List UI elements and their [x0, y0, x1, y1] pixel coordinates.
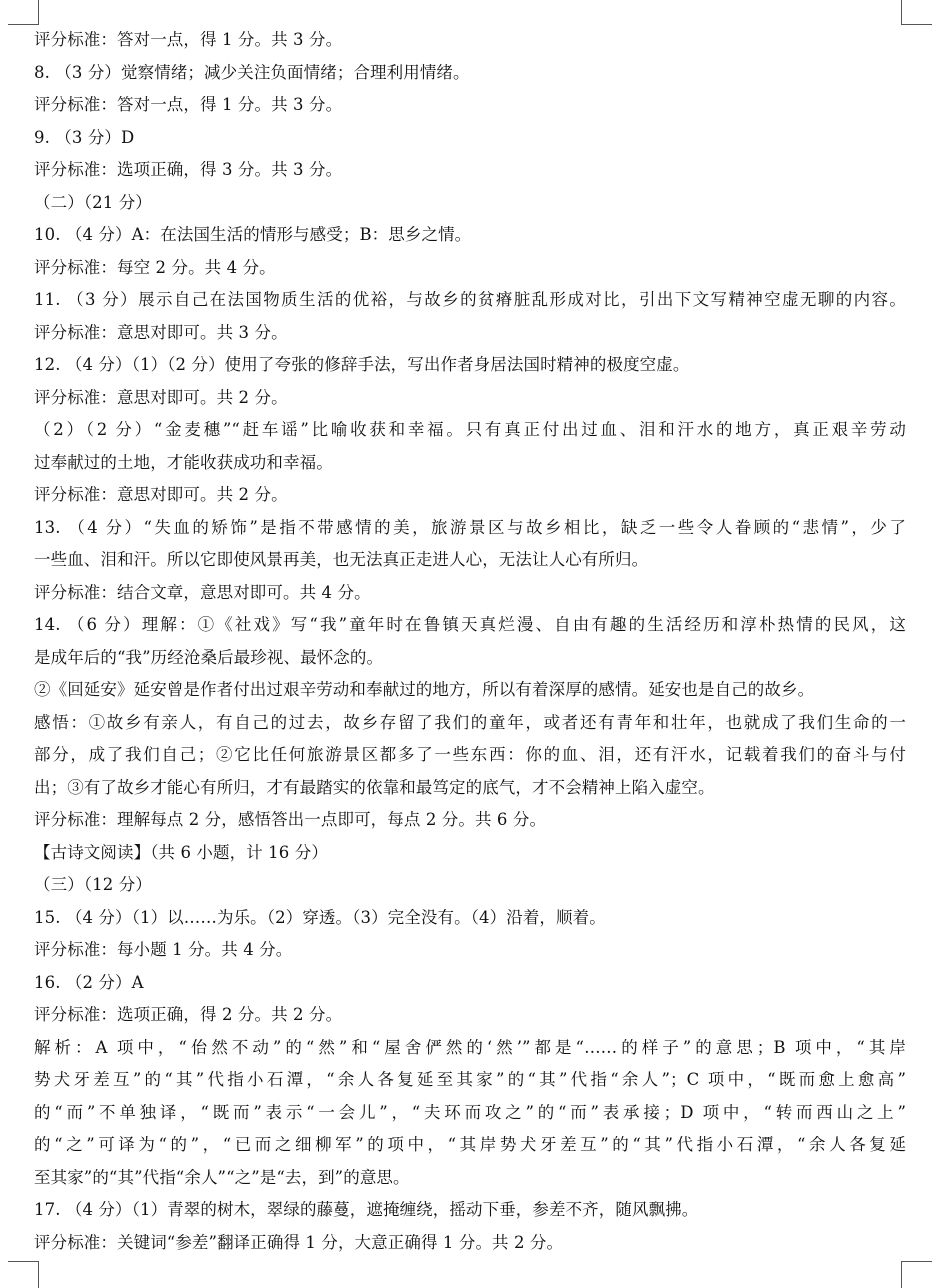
analysis-line: 的“而”不单独译，“既而”表示“一会儿”，“夫环而攻之”的“而”表承接；D 项中，“转而西山之上”: [34, 1102, 906, 1122]
answer-item-8: 8. （3 分）觉察情绪；减少关注负面情绪；合理利用情绪。: [34, 62, 470, 82]
crop-mark-top-left: [8, 0, 39, 25]
scoring-criteria-line: 评分标准：选项正确，得 2 分。共 2 分。: [34, 1005, 343, 1024]
answer-item-16: 16. （2 分）A: [34, 972, 144, 992]
answer-item-15: 15. （4 分）（1）以……为乐。（2）穿透。（3）完全没有。（4）沿着，顺着。: [34, 907, 606, 927]
scoring-criteria-line: 评分标准：答对一点，得 1 分。共 3 分。: [34, 30, 343, 49]
answer-item-13: 13. （4 分）“失血的矫饰”是指不带感情的美，旅游景区与故乡相比，缺乏一些令人眷顾的“悲情”，少了: [34, 517, 906, 537]
analysis-line: 势犬牙差互”的“其”代指小石潭，“余人各复延至其家”的“其”代指“余人”；C 项中，“既而愈上愈高”: [34, 1070, 906, 1089]
document-body: [34, 24, 906, 1259]
analysis-line: 至其家”的“其”代指“余人”“之”是“去，到”的意思。: [34, 1167, 410, 1187]
answer-item-13-cont: 一些血、泪和汗。所以它即使风景再美，也无法真正走进人心，无法让人心有所归。: [34, 550, 649, 569]
scoring-criteria-line: 评分标准：选项正确，得 3 分。共 3 分。: [34, 160, 343, 179]
answer-item-11: 11. （3 分）展示自己在法国物质生活的优裕，与故乡的贫瘠脏乱形成对比，引出下文写精神空虚无聊的内容。: [34, 290, 906, 309]
scoring-criteria-line: 评分标准：每小题 1 分。共 4 分。: [34, 940, 293, 959]
answer-item-12-part-2: （2）（2 分）“金麦穗”“赶车谣”比喻收获和幸福。只有真正付出过血、泪和汗水的地方，真正艰辛劳动: [34, 420, 906, 439]
answer-item-14-insight-cont: 部分，成了我们自己；②它比任何旅游景区都多了一些东西：你的血、泪，还有汗水，记载着我们的奋斗与付: [34, 745, 906, 764]
answer-item-14: 14. （6 分）理解：①《社戏》写“我”童年时在鲁镇天真烂漫、自由有趣的生活经历和淳朴热情的民风，这: [34, 615, 906, 634]
analysis-line: 的“之”可译为“的”，“已而之细柳军”的项中，“其岸势犬牙差互”的“其”代指小石潭，“余人各复延: [34, 1135, 906, 1154]
answer-item-14-insight: 感悟：①故乡有亲人，有自己的过去，故乡存留了我们的童年，或者还有青年和壮年，也就成了我们生命的一: [34, 712, 906, 732]
scoring-criteria-line: 评分标准：每空 2 分。共 4 分。: [34, 257, 276, 277]
crop-mark-bottom-left: [8, 1261, 39, 1288]
answer-item-17: 17. （4 分）（1）青翠的树木，翠绿的藤蔓，遮掩缠绕，摇动下垂，参差不齐，随风飘拂。: [34, 1200, 699, 1219]
scoring-criteria-line: 评分标准：关键词“参差”翻译正确得 1 分，大意正确得 1 分。共 2 分。: [34, 1232, 564, 1252]
scoring-criteria-line: 评分标准：意思对即可。共 3 分。: [34, 322, 288, 342]
scoring-criteria-line: 评分标准：结合文章，意思对即可。共 4 分。: [34, 582, 371, 602]
answer-item-14-cont: 是成年后的“我”历经沧桑后最珍视、最怀念的。: [34, 647, 384, 667]
scoring-criteria-line: 评分标准：理解每点 2 分，感悟答出一点即可，每点 2 分。共 6 分。: [34, 810, 547, 829]
section-heading-classical: 【古诗文阅读】（共 6 小题，计 16 分）: [34, 842, 328, 862]
answer-item-10: 10. （4 分）A：在法国生活的情形与感受；B：思乡之情。: [34, 225, 472, 244]
scoring-criteria-line: 评分标准：意思对即可。共 2 分。: [34, 485, 288, 504]
answer-item-14-insight-cont: 出；③有了故乡才能心有所归，才有最踏实的依靠和最笃定的底气，才不会精神上陷入虚空。: [34, 777, 715, 797]
analysis-line: 解析：A 项中，“佁然不动”的“然”和“屋舍俨然的‘然’”都是“……的样子”的意思；B 项中，“其岸: [34, 1037, 906, 1057]
section-heading-2: （二）（21 分）: [34, 192, 152, 212]
answer-item-12: 12. （4 分）（1）（2 分）使用了夸张的修辞手法，写出作者身居法国时精神的极度空虚。: [34, 355, 690, 374]
scoring-criteria-line: 评分标准：答对一点，得 1 分。共 3 分。: [34, 95, 343, 114]
crop-mark-top-right: [901, 0, 932, 25]
answer-item-14-point-2: ②《回延安》延安曾是作者付出过艰辛劳动和奉献过的地方，所以有着深厚的感情。延安也是自己的故乡。: [34, 680, 815, 699]
answer-item-12-part-2-cont: 过奉献过的土地，才能收获成功和幸福。: [34, 452, 333, 472]
scoring-criteria-line: 评分标准：意思对即可。共 2 分。: [34, 387, 288, 407]
answer-item-9: 9. （3 分）D: [34, 127, 135, 147]
crop-mark-bottom-right: [901, 1261, 932, 1288]
section-heading-3: （三）（12 分）: [34, 875, 152, 894]
